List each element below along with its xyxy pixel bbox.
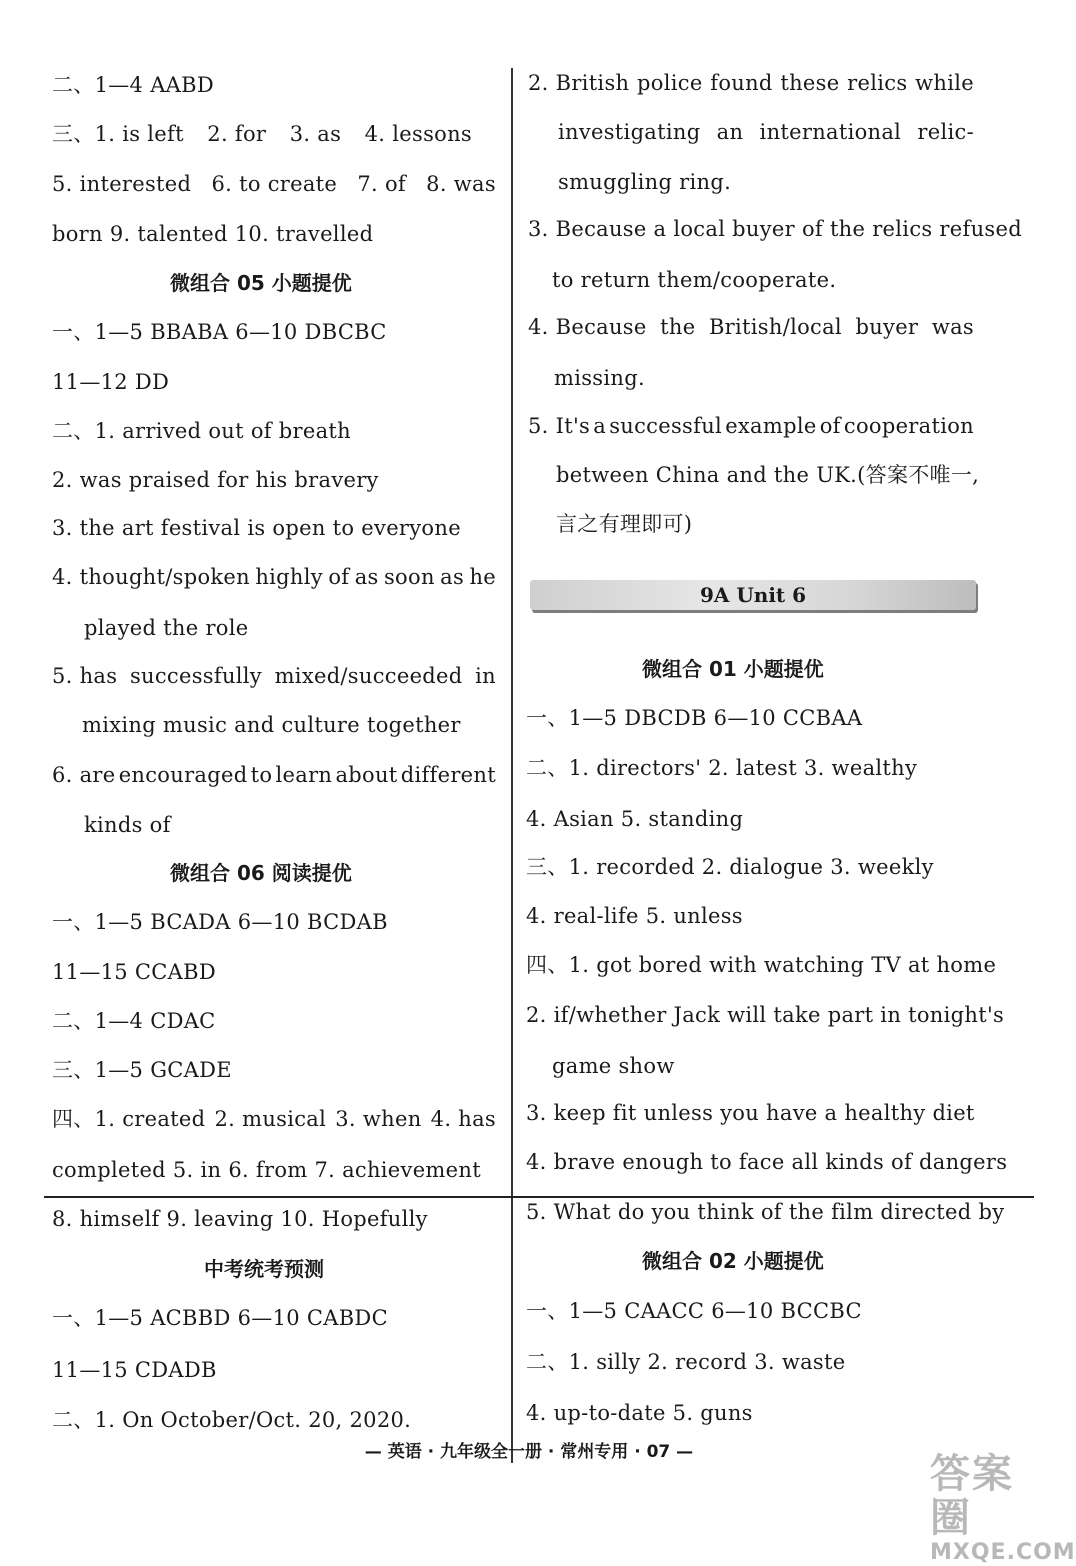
answer-line xyxy=(528,413,974,439)
answer-line xyxy=(558,119,974,145)
section-heading: 微组合 06 阅读提优 xyxy=(170,861,352,885)
watermark-url: MXQE.COM xyxy=(930,1540,1076,1565)
answer-line: 4. up-to-date 5. guns xyxy=(526,1401,753,1425)
answer-item: 4. lessons xyxy=(364,122,472,146)
answer-line: 2. was praised for his bravery xyxy=(52,468,379,492)
answer-item: 2. for xyxy=(207,122,267,146)
answer-line: between China and the UK.(答案不唯一, xyxy=(556,463,980,487)
answer-word: he xyxy=(469,565,496,589)
answer-line xyxy=(52,1106,496,1132)
answer-line: 二、1. arrived out of breath xyxy=(52,419,352,443)
answer-line: 三、1. recorded 2. dialogue 3. weekly xyxy=(526,855,934,879)
answer-line: 5. What do you think of the film directed by xyxy=(526,1200,1005,1224)
answer-line: missing. xyxy=(554,366,645,390)
answer-item: 5. interested xyxy=(52,172,192,196)
answer-word: as xyxy=(440,565,465,589)
page-footer: — 英语 · 九年级全一册 · 常州专用 · 07 — xyxy=(364,1442,694,1462)
answer-word: to xyxy=(250,763,273,787)
answer-line: 二、1—4 CDAC xyxy=(52,1009,216,1033)
answer-word: of xyxy=(819,414,841,438)
answer-word: as xyxy=(354,565,379,589)
answer-word: relic- xyxy=(917,120,974,144)
answer-line: mixing music and culture together xyxy=(82,713,461,737)
answer-word: successfully xyxy=(129,664,262,688)
answer-word: 2. British xyxy=(528,71,630,95)
answer-word: of xyxy=(328,565,350,589)
answer-word: 5. It's xyxy=(528,414,591,438)
answer-word: 4. Because xyxy=(528,315,647,339)
answer-line: kinds of xyxy=(84,813,171,837)
answer-line xyxy=(52,121,472,147)
answer-line: game show xyxy=(552,1054,675,1078)
answer-word: 4. thought/spoken xyxy=(52,565,250,589)
answer-line: 二、1. silly 2. record 3. waste xyxy=(526,1350,846,1374)
answer-word: buyer xyxy=(855,315,919,339)
horizontal-divider xyxy=(44,1196,1034,1198)
answer-item: 7. of xyxy=(357,172,406,196)
answer-line xyxy=(528,70,974,96)
answer-line: 3. the art festival is open to everyone xyxy=(52,516,461,540)
answer-item: 4. has xyxy=(430,1107,496,1131)
answer-line: 一、1—5 ACBBD 6—10 CABDC xyxy=(52,1306,388,1330)
section-heading: 微组合 01 小题提优 xyxy=(642,657,824,681)
answer-item: 6. to create xyxy=(211,172,338,196)
section-heading: 微组合 05 小题提优 xyxy=(170,271,352,295)
answer-line: 11—12 DD xyxy=(52,370,170,394)
answer-line: born 9. talented 10. travelled xyxy=(52,222,374,246)
section-heading: 微组合 02 小题提优 xyxy=(642,1249,824,1273)
answer-line: 11—15 CDADB xyxy=(52,1358,217,1382)
answer-word: about xyxy=(335,763,398,787)
answer-line: played the role xyxy=(84,616,249,640)
answer-item: 四、1. created xyxy=(52,1107,206,1131)
answer-word: mixed/succeeded xyxy=(274,664,463,688)
answer-line: 4. brave enough to face all kinds of dangers xyxy=(526,1150,1008,1174)
answer-item: 3. when xyxy=(335,1107,422,1131)
answer-item: 3. as xyxy=(289,122,342,146)
answer-line: 四、1. got bored with watching TV at home xyxy=(526,953,997,977)
answer-word: police xyxy=(637,71,703,95)
answer-word: international xyxy=(759,120,902,144)
answer-word: a xyxy=(593,414,607,438)
answer-line: 一、1—5 BCADA 6—10 BCDAB xyxy=(52,910,388,934)
answer-word: these xyxy=(780,71,840,95)
answer-word: highly xyxy=(255,565,323,589)
answer-word: 5. has xyxy=(52,664,118,688)
column-divider xyxy=(511,68,513,1463)
answer-word: example xyxy=(725,414,817,438)
answer-word: while xyxy=(915,71,974,95)
answer-word: was xyxy=(931,315,974,339)
answer-line xyxy=(52,663,496,689)
answer-word: successful xyxy=(609,414,723,438)
answer-line xyxy=(52,564,496,590)
answer-word: British/local xyxy=(708,315,842,339)
answer-line: 言之有理即可) xyxy=(556,512,693,536)
answer-line: 二、1. directors' 2. latest 3. wealthy xyxy=(526,756,918,780)
answer-line xyxy=(52,762,496,788)
answer-word: in xyxy=(475,664,496,688)
answer-line: 8. himself 9. leaving 10. Hopefully xyxy=(52,1207,428,1231)
answer-line: 11—15 CCABD xyxy=(52,960,216,984)
answer-word: encouraged xyxy=(118,763,248,787)
answer-line: 3. Because a local buyer of the relics refused xyxy=(528,217,1022,241)
answer-word: soon xyxy=(383,565,435,589)
answer-line: 一、1—5 CAACC 6—10 BCCBC xyxy=(526,1299,862,1323)
watermark xyxy=(930,1451,1076,1565)
answer-line xyxy=(52,171,496,197)
answer-word: an xyxy=(716,120,744,144)
unit-title: 9A Unit 6 xyxy=(699,583,807,607)
answer-line: 一、1—5 BBABA 6—10 DBCBC xyxy=(52,320,387,344)
answer-line xyxy=(528,314,974,340)
answer-line: to return them/cooperate. xyxy=(552,268,837,292)
answer-line: 4. real-life 5. unless xyxy=(526,904,743,928)
unit-banner xyxy=(530,580,976,610)
answer-line: 3. keep fit unless you have a healthy diet xyxy=(526,1101,975,1125)
answer-item: 2. musical xyxy=(214,1107,327,1131)
answer-word: cooperation xyxy=(843,414,974,438)
answer-line: 4. Asian 5. standing xyxy=(526,807,744,831)
answer-line: 一、1—5 DBCDB 6—10 CCBAA xyxy=(526,706,863,730)
answer-word: relics xyxy=(847,71,908,95)
answer-word: learn xyxy=(275,763,333,787)
answer-line: completed 5. in 6. from 7. achievement xyxy=(52,1158,481,1182)
answer-word: investigating xyxy=(558,120,701,144)
answer-word: the xyxy=(660,315,696,339)
watermark-logo-text: 答案圈 xyxy=(930,1451,1014,1541)
answer-line: 2. if/whether Jack will take part in tonight's xyxy=(526,1003,1005,1027)
answer-line: 二、1—4 AABD xyxy=(52,73,214,97)
answer-item: 三、1. is left xyxy=(52,122,184,146)
answer-word: different xyxy=(400,763,496,787)
section-heading: 中考统考预测 xyxy=(204,1257,324,1281)
answer-line: 二、1. On October/Oct. 20, 2020. xyxy=(52,1408,412,1432)
answer-word: found xyxy=(710,71,773,95)
answer-item: 8. was xyxy=(426,172,496,196)
answer-word: 6. are xyxy=(52,763,116,787)
answer-line: 三、1—5 GCADE xyxy=(52,1058,232,1082)
answer-line: smuggling ring. xyxy=(558,170,732,194)
